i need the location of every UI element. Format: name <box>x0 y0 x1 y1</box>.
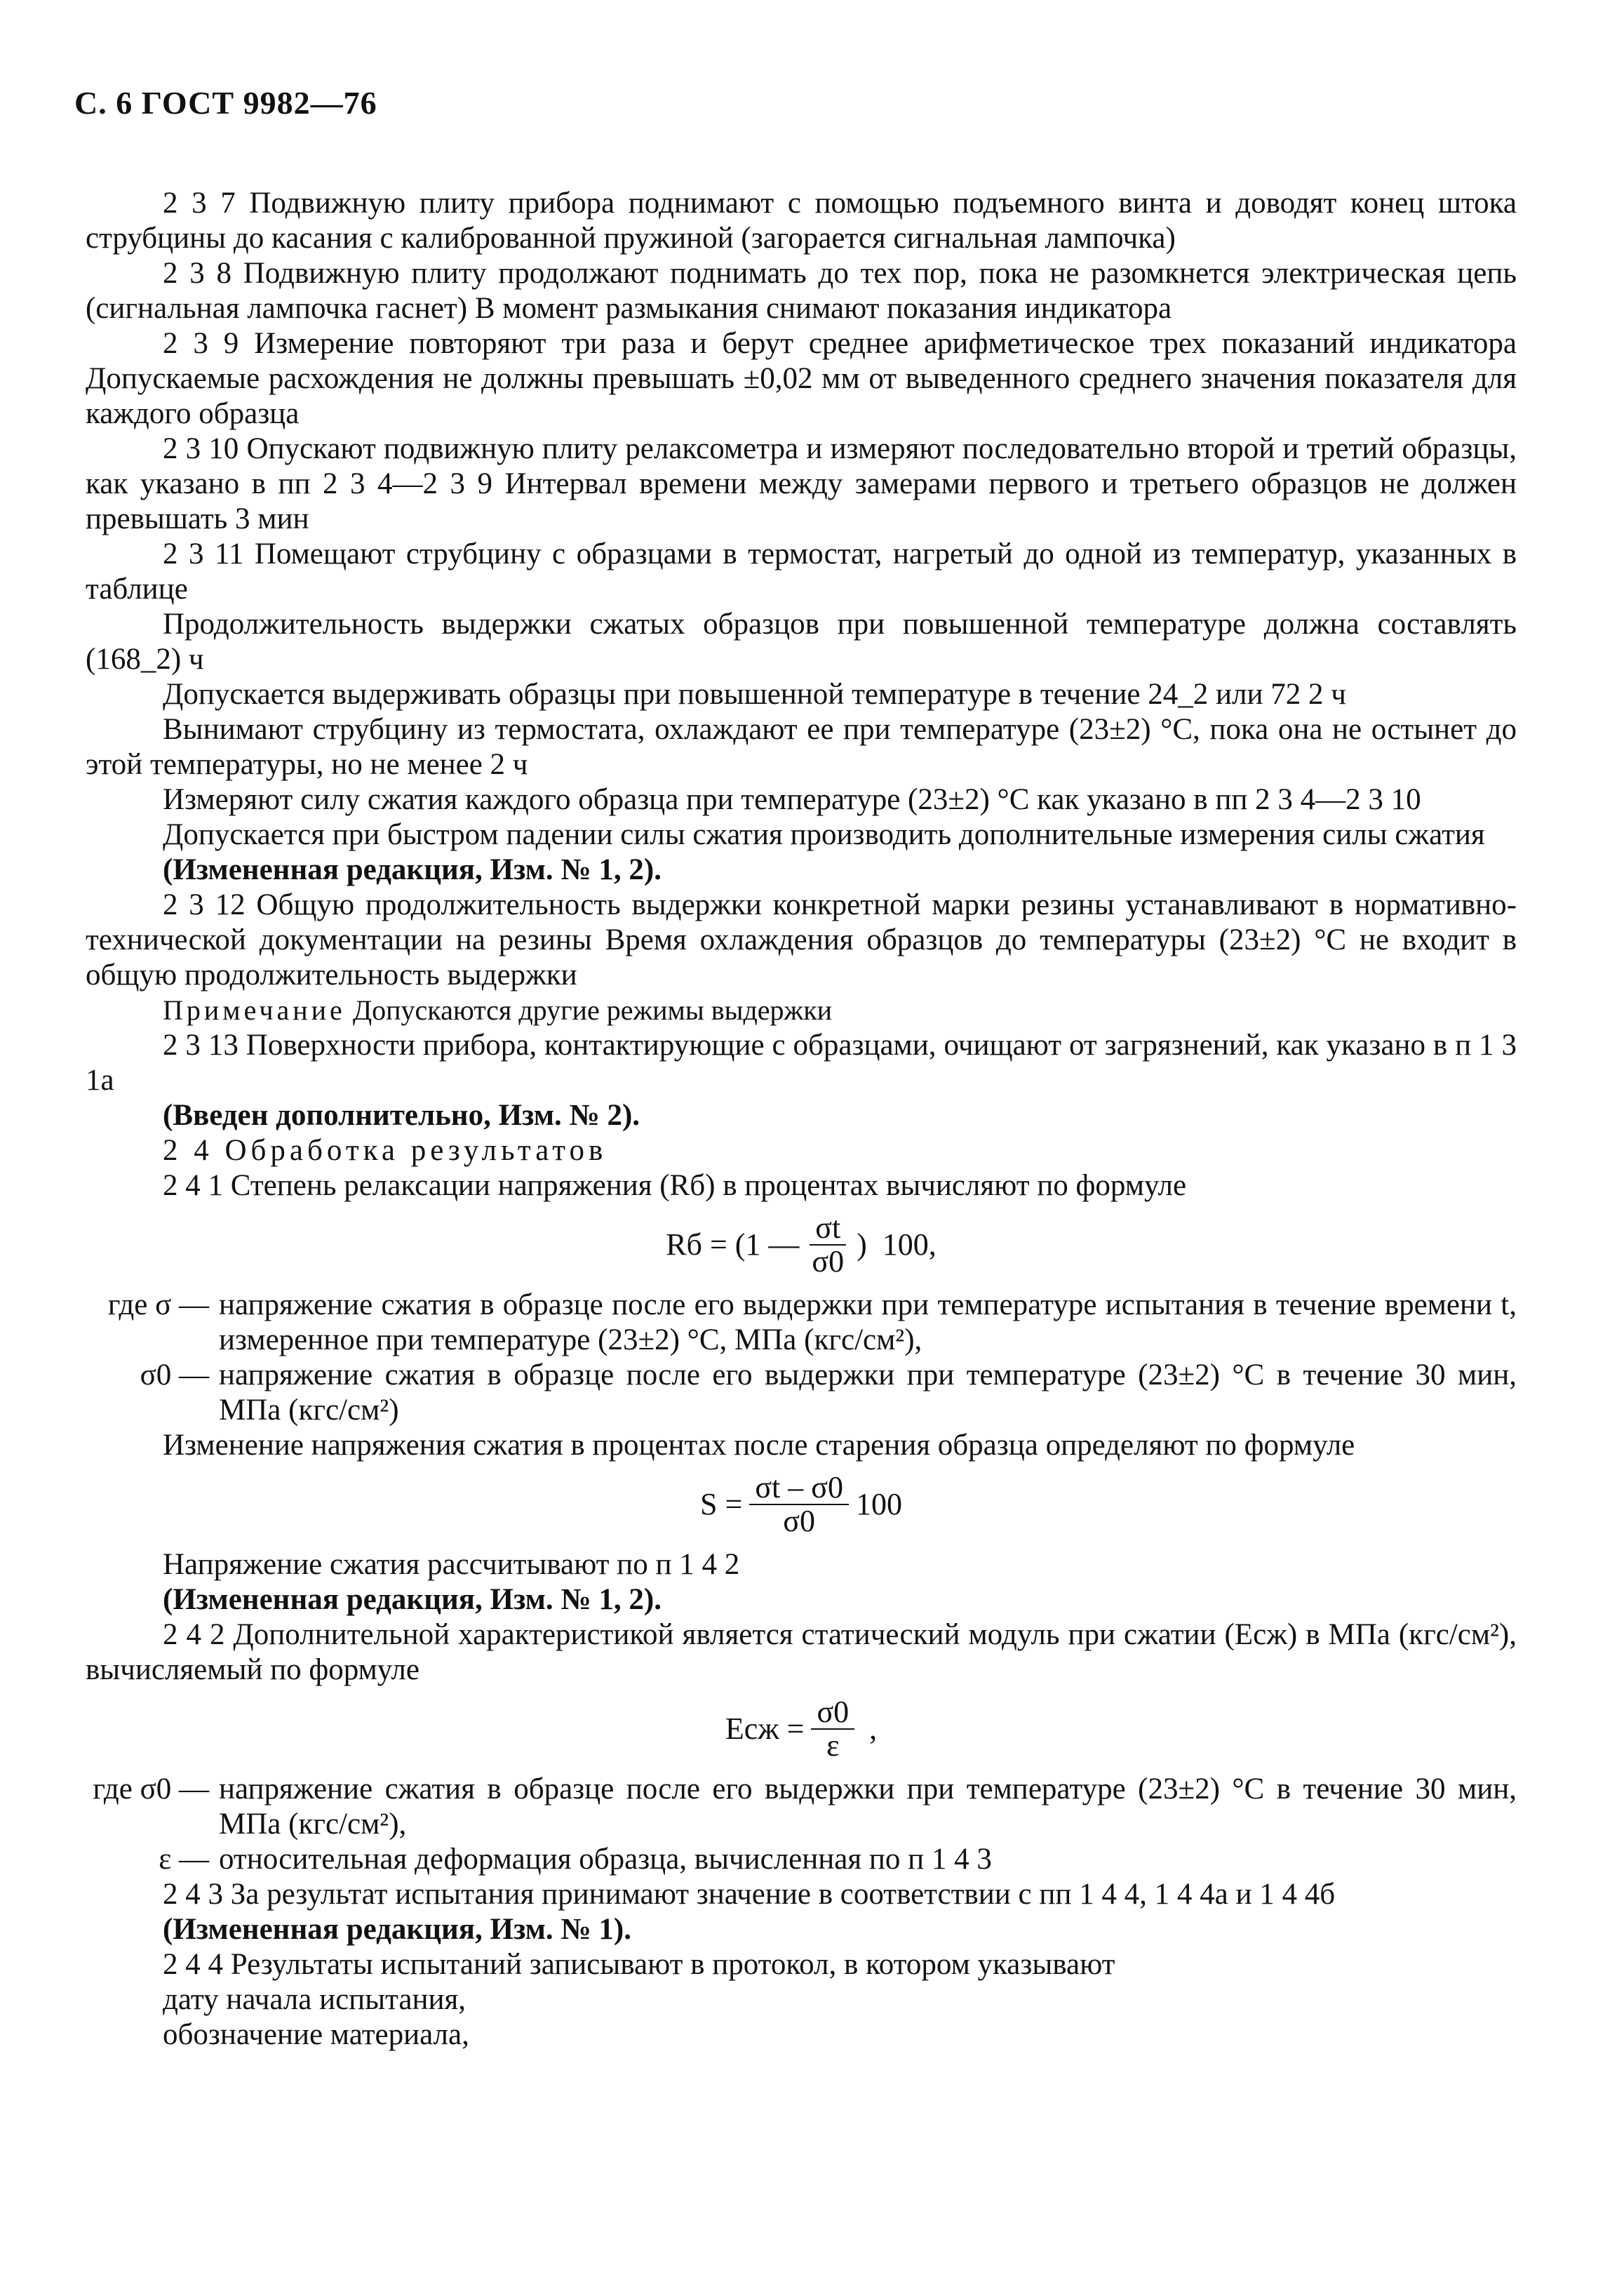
paragraph-change: Изменение напряжения сжатия в процентах после старения образца определяют по формуле <box>163 1429 1355 1462</box>
definition-text: напряжение сжатия в образце после его выдержки при температуре испытания в течение времени t, измеренное при температуре (23±2) °С, МПа (кгс/см²), <box>219 1288 1517 1356</box>
definition-epsilon <box>86 1842 1517 1877</box>
paragraph-2-3-7: 2 3 7 Подвижную плиту прибора поднимают с помощью подъемного винта и доводят конец штока струбцины до касания с калиброванной пружиной (загорается сигнальная лампочка) <box>86 187 1517 255</box>
definition-text: напряжение сжатия в образце после его выдержки при температуре (23±2) °С в течение 30 мин, МПа (кгс/см²) <box>219 1359 1517 1427</box>
paragraph-measure: Измеряют силу сжатия каждого образца при температуре (23±2) °С как указано в пп 2 3 4—2 3 10 <box>163 783 1421 816</box>
definition-sigma0 <box>86 1358 1517 1428</box>
note-label: Примечание <box>163 994 346 1026</box>
definition-sigma0-modulus <box>86 1772 1517 1842</box>
paragraph-2-3-9: 2 3 9 Измерение повторяют три раза и берут среднее арифметическое трех показаний индикатора Допускаемые расхождения не должны превышать ±0,02 мм от выведенного среднего значения показателя для каждого образца <box>86 327 1517 430</box>
paragraph-duration: Продолжительность выдержки сжатых образцов при повышенной температуре должна составлять (168_2) ч <box>86 608 1517 676</box>
list-item: обозначение материала, <box>163 2018 469 2051</box>
formula-numerator: σt – σ0 <box>749 1472 849 1505</box>
formula-denominator: σ0 <box>783 1504 815 1538</box>
formula-rhs: ) 100, <box>857 1227 937 1262</box>
formula-rhs: , <box>861 1711 878 1746</box>
paragraph-remove: Вынимают струбцину из термостата, охлаждают ее при температуре (23±2) °С, пока она не остынет до этой температуры, но не менее 2 ч <box>86 713 1517 781</box>
paragraph-2-3-11: 2 3 11 Помещают струбцину с образцами в термостат, нагретый до одной из температур, указанных в таблице <box>86 538 1517 606</box>
page-header: С. 6 ГОСТ 9982—76 <box>74 85 377 121</box>
definition-term: где σ — <box>107 1288 209 1321</box>
definition-text: напряжение сжатия в образце после его выдержки при температуре (23±2) °С в течение 30 мин, МПа (кгс/см²), <box>219 1773 1517 1841</box>
paragraph-2-4-2: 2 4 2 Дополнительной характеристикой является статический модуль при сжатии (Eсж) в МПа (кгс/см²), вычисляемый по формуле <box>86 1618 1517 1686</box>
list-item: дату начала испытания, <box>163 1983 467 2016</box>
formula-numerator: σt <box>810 1212 846 1246</box>
document-body <box>86 186 1517 2053</box>
paragraph-calc: Напряжение сжатия рассчитывают по п 1 4 2 <box>163 1548 740 1581</box>
formula-denominator: σ0 <box>812 1244 845 1279</box>
definition-sigma <box>86 1288 1517 1358</box>
formula-lhs: Rб = (1 — <box>666 1227 800 1262</box>
note <box>86 993 1517 1028</box>
paragraph-2-4-3: 2 4 3 За результат испытания принимают значение в соответствии с пп 1 4 4, 1 4 4а и 1 4 4б <box>163 1878 1336 1911</box>
formula-lhs: S = <box>700 1487 743 1521</box>
paragraph-allowed: Допускается выдерживать образцы при повышенной температуре в течение 24_2 или 72 2 ч <box>163 678 1346 711</box>
formula-change <box>86 1472 1517 1537</box>
paragraph-fast: Допускается при быстром падении силы сжатия производить дополнительные измерения силы сжатия <box>163 818 1485 851</box>
revision-note: (Измененная редакция, Изм. № 1, 2). <box>163 1583 662 1616</box>
formula-denominator: ε <box>826 1728 840 1763</box>
formula-rhs: 100 <box>855 1487 902 1521</box>
section-heading-2-4: 2 4 Обработка результатов <box>163 1134 608 1167</box>
formula-modulus <box>86 1696 1517 1762</box>
paragraph-2-4-1: 2 4 1 Степень релаксации напряжения (Rб) в процентах вычисляют по формуле <box>163 1169 1187 1202</box>
paragraph-2-3-10: 2 3 10 Опускают подвижную плиту релаксометра и измеряют последовательно второй и третий образцы, как указано в пп 2 3 4—2 3 9 Интервал времени между замерами первого и третьего образцов не должен превышать 3 мин <box>86 432 1517 535</box>
formula-relaxation <box>86 1212 1517 1278</box>
definition-term: σ0 — <box>140 1359 209 1392</box>
formula-fraction <box>749 1472 849 1537</box>
formula-fraction <box>811 1696 854 1762</box>
introduced-note: (Введен дополнительно, Изм. № 2). <box>163 1099 640 1132</box>
formula-fraction <box>806 1212 850 1278</box>
formula-lhs: Eсж = <box>725 1711 805 1746</box>
formula-numerator: σ0 <box>811 1696 854 1730</box>
paragraph-2-3-12: 2 3 12 Общую продолжительность выдержки конкретной марки резины устанавливают в нормативно-технической документации на резины Время охлаждения образцов до температуры (23±2) °С не входит в общую продолжительность выдержки <box>86 888 1517 992</box>
paragraph-2-3-13: 2 3 13 Поверхности прибора, контактирующие с образцами, очищают от загрязнений, как указано в п 1 3 1а <box>86 1029 1517 1097</box>
revision-note: (Измененная редакция, Изм. № 1). <box>163 1913 631 1946</box>
paragraph-2-4-4: 2 4 4 Результаты испытаний записывают в протокол, в котором указывают <box>163 1948 1115 1981</box>
note-text: Допускаются другие режимы выдержки <box>345 994 833 1026</box>
definition-text: относительная деформация образца, вычисленная по п 1 4 3 <box>219 1843 992 1876</box>
paragraph-2-3-8: 2 3 8 Подвижную плиту продолжают поднимать до тех пор, пока не разомкнется электрическая цепь (сигнальная лампочка гаснет) В момент размыкания снимают показания индикатора <box>86 257 1517 325</box>
definition-term: ε — <box>159 1843 209 1876</box>
definition-term: где σ0 — <box>93 1773 209 1806</box>
revision-note: (Измененная редакция, Изм. № 1, 2). <box>163 853 662 886</box>
